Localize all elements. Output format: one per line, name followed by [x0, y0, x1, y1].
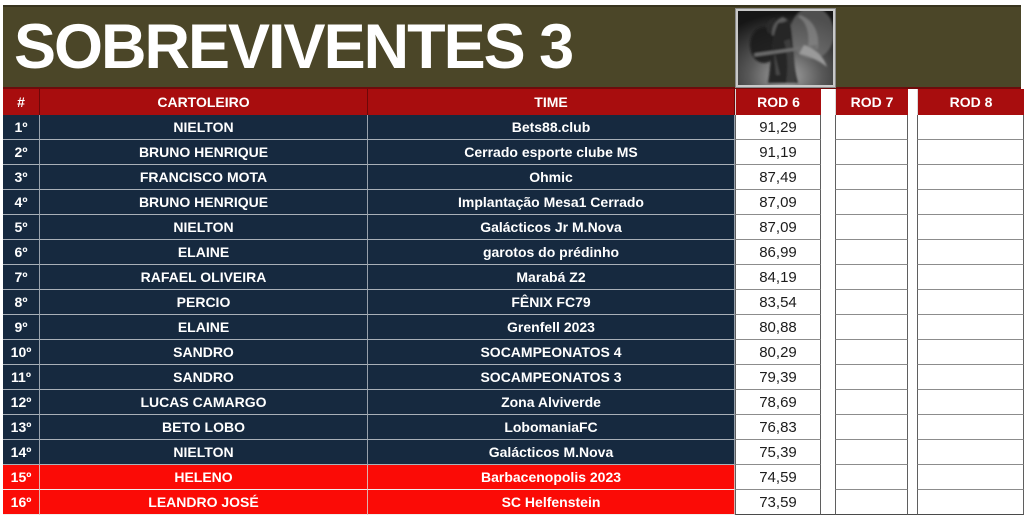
table-row [3, 240, 1024, 265]
rank-cell[interactable]: 6º [3, 240, 40, 265]
time-cell[interactable]: Grenfell 2023 [368, 315, 735, 340]
column-spacer [821, 390, 835, 415]
time-cell[interactable]: Zona Alviverde [368, 390, 735, 415]
column-spacer [821, 415, 835, 440]
column-header-rod7[interactable]: ROD 7 [835, 89, 908, 115]
column-spacer [821, 240, 835, 265]
grim-reaper-icon [738, 11, 833, 85]
rod6-cell[interactable]: 87,09 [735, 190, 821, 215]
cartoleiro-cell[interactable]: LEANDRO JOSÉ [40, 490, 368, 515]
rod6-cell[interactable]: 91,29 [735, 115, 821, 140]
rank-cell[interactable]: 15º [3, 465, 40, 490]
cartoleiro-cell[interactable]: NIELTON [40, 115, 368, 140]
column-spacer [821, 115, 835, 140]
table-row [3, 215, 1024, 240]
table-row [3, 415, 1024, 440]
rod8-cell[interactable] [917, 465, 1024, 490]
rod7-cell[interactable] [835, 265, 908, 290]
rod6-cell[interactable]: 76,83 [735, 415, 821, 440]
rod6-cell[interactable]: 74,59 [735, 465, 821, 490]
column-spacer [908, 415, 917, 440]
rod8-cell[interactable] [917, 440, 1024, 465]
rod6-cell[interactable]: 84,19 [735, 265, 821, 290]
rank-cell[interactable]: 2º [3, 140, 40, 165]
column-spacer [821, 290, 835, 315]
rod8-cell[interactable] [917, 215, 1024, 240]
rod8-cell[interactable] [917, 265, 1024, 290]
rod7-cell[interactable] [835, 190, 908, 215]
rod8-cell[interactable] [917, 165, 1024, 190]
cartoleiro-cell[interactable]: LUCAS CAMARGO [40, 390, 368, 415]
table-row [3, 465, 1024, 490]
column-spacer [821, 165, 835, 190]
rod6-cell[interactable]: 78,69 [735, 390, 821, 415]
rod7-cell[interactable] [835, 340, 908, 365]
rank-cell[interactable]: 14º [3, 440, 40, 465]
column-header-rod6[interactable]: ROD 6 [735, 89, 821, 115]
column-spacer [821, 140, 835, 165]
rank-cell[interactable]: 3º [3, 165, 40, 190]
cartoleiro-cell[interactable]: PERCIO [40, 290, 368, 315]
cartoleiro-cell[interactable]: ELAINE [40, 315, 368, 340]
table-row [3, 390, 1024, 415]
cartoleiro-cell[interactable]: RAFAEL OLIVEIRA [40, 265, 368, 290]
rod8-cell[interactable] [917, 390, 1024, 415]
rank-cell[interactable]: 13º [3, 415, 40, 440]
rod6-cell[interactable]: 87,09 [735, 215, 821, 240]
rod7-cell[interactable] [835, 315, 908, 340]
column-spacer [821, 465, 835, 490]
rod7-cell[interactable] [835, 215, 908, 240]
column-spacer [908, 290, 917, 315]
rod6-cell[interactable]: 83,54 [735, 290, 821, 315]
column-spacer [821, 190, 835, 215]
time-cell[interactable]: Ohmic [368, 165, 735, 190]
column-spacer [821, 365, 835, 390]
rod6-cell[interactable]: 87,49 [735, 165, 821, 190]
column-header-cartoleiro[interactable]: CARTOLEIRO [40, 89, 368, 115]
time-cell[interactable]: LobomaniaFC [368, 415, 735, 440]
rod6-cell[interactable]: 75,39 [735, 440, 821, 465]
column-spacer [821, 340, 835, 365]
rod6-cell[interactable]: 80,88 [735, 315, 821, 340]
column-header-time[interactable]: TIME [368, 89, 735, 115]
rank-cell[interactable]: 11º [3, 365, 40, 390]
column-spacer [908, 440, 917, 465]
rod7-cell[interactable] [835, 490, 908, 515]
column-spacer [821, 490, 835, 515]
rod6-cell[interactable]: 73,59 [735, 490, 821, 515]
page-title: SOBREVIVENTES 3 [14, 12, 573, 82]
rod6-cell[interactable]: 91,19 [735, 140, 821, 165]
rod8-cell[interactable] [917, 140, 1024, 165]
time-cell[interactable]: Marabá Z2 [368, 265, 735, 290]
cartoleiro-cell[interactable]: FRANCISCO MOTA [40, 165, 368, 190]
time-cell[interactable]: Implantação Mesa1 Cerrado [368, 190, 735, 215]
column-spacer [908, 115, 917, 140]
column-spacer [908, 390, 917, 415]
column-spacer [821, 89, 835, 115]
title-band [3, 5, 1021, 89]
rod6-cell[interactable]: 79,39 [735, 365, 821, 390]
column-header-rank[interactable]: # [3, 89, 40, 115]
rod8-cell[interactable] [917, 190, 1024, 215]
rank-cell[interactable]: 8º [3, 290, 40, 315]
rod7-cell[interactable] [835, 290, 908, 315]
rod7-cell[interactable] [835, 240, 908, 265]
column-header-rod8[interactable]: ROD 8 [917, 89, 1024, 115]
grim-reaper-image [736, 9, 835, 87]
table-row [3, 315, 1024, 340]
rod7-cell[interactable] [835, 465, 908, 490]
table-row [3, 340, 1024, 365]
table-row [3, 490, 1024, 515]
table-row [3, 140, 1024, 165]
rank-cell[interactable]: 4º [3, 190, 40, 215]
rod7-cell[interactable] [835, 115, 908, 140]
time-cell[interactable]: Barbacenopolis 2023 [368, 465, 735, 490]
cartoleiro-cell[interactable]: NIELTON [40, 440, 368, 465]
column-spacer [908, 365, 917, 390]
column-spacer [908, 340, 917, 365]
rod7-cell[interactable] [835, 365, 908, 390]
time-cell[interactable]: Bets88.club [368, 115, 735, 140]
column-spacer [908, 165, 917, 190]
time-cell[interactable]: SOCAMPEONATOS 3 [368, 365, 735, 390]
column-spacer [908, 315, 917, 340]
standings-table [3, 89, 1024, 515]
rank-cell[interactable]: 9º [3, 315, 40, 340]
cartoleiro-cell[interactable]: BRUNO HENRIQUE [40, 140, 368, 165]
rod8-cell[interactable] [917, 340, 1024, 365]
rod8-cell[interactable] [917, 315, 1024, 340]
column-spacer [908, 89, 917, 115]
rank-cell[interactable]: 12º [3, 390, 40, 415]
column-spacer [821, 440, 835, 465]
table-row [3, 365, 1024, 390]
column-spacer [908, 190, 917, 215]
time-cell[interactable]: Galácticos M.Nova [368, 440, 735, 465]
time-cell[interactable]: Cerrado esporte clube MS [368, 140, 735, 165]
table-row [3, 290, 1024, 315]
column-spacer [821, 215, 835, 240]
rank-cell[interactable]: 5º [3, 215, 40, 240]
cartoleiro-cell[interactable]: ELAINE [40, 240, 368, 265]
time-cell[interactable]: SOCAMPEONATOS 4 [368, 340, 735, 365]
column-spacer [908, 215, 917, 240]
cartoleiro-cell[interactable]: BETO LOBO [40, 415, 368, 440]
time-cell[interactable]: SC Helfenstein [368, 490, 735, 515]
table-header-row [3, 89, 1024, 115]
cartoleiro-cell[interactable]: SANDRO [40, 365, 368, 390]
column-spacer [821, 315, 835, 340]
cartoleiro-cell[interactable]: SANDRO [40, 340, 368, 365]
table-row [3, 115, 1024, 140]
column-spacer [908, 240, 917, 265]
column-spacer [908, 465, 917, 490]
rod8-cell[interactable] [917, 365, 1024, 390]
table-row [3, 265, 1024, 290]
rod7-cell[interactable] [835, 390, 908, 415]
rod6-cell[interactable]: 80,29 [735, 340, 821, 365]
rank-cell[interactable]: 1º [3, 115, 40, 140]
time-cell[interactable]: FÊNIX FC79 [368, 290, 735, 315]
rank-cell[interactable]: 10º [3, 340, 40, 365]
rod7-cell[interactable] [835, 415, 908, 440]
table-row [3, 440, 1024, 465]
column-spacer [908, 490, 917, 515]
rod8-cell[interactable] [917, 490, 1024, 515]
rank-cell[interactable]: 16º [3, 490, 40, 515]
rank-cell[interactable]: 7º [3, 265, 40, 290]
time-cell[interactable]: garotos do prédinho [368, 240, 735, 265]
rod8-cell[interactable] [917, 290, 1024, 315]
column-spacer [908, 140, 917, 165]
rod8-cell[interactable] [917, 415, 1024, 440]
rod8-cell[interactable] [917, 240, 1024, 265]
rod8-cell[interactable] [917, 115, 1024, 140]
rod6-cell[interactable]: 86,99 [735, 240, 821, 265]
rod7-cell[interactable] [835, 165, 908, 190]
cartoleiro-cell[interactable]: BRUNO HENRIQUE [40, 190, 368, 215]
table-row [3, 190, 1024, 215]
column-spacer [821, 265, 835, 290]
cartoleiro-cell[interactable]: HELENO [40, 465, 368, 490]
table-row [3, 165, 1024, 190]
time-cell[interactable]: Galácticos Jr M.Nova [368, 215, 735, 240]
column-spacer [908, 265, 917, 290]
rod7-cell[interactable] [835, 440, 908, 465]
rod7-cell[interactable] [835, 140, 908, 165]
cartoleiro-cell[interactable]: NIELTON [40, 215, 368, 240]
